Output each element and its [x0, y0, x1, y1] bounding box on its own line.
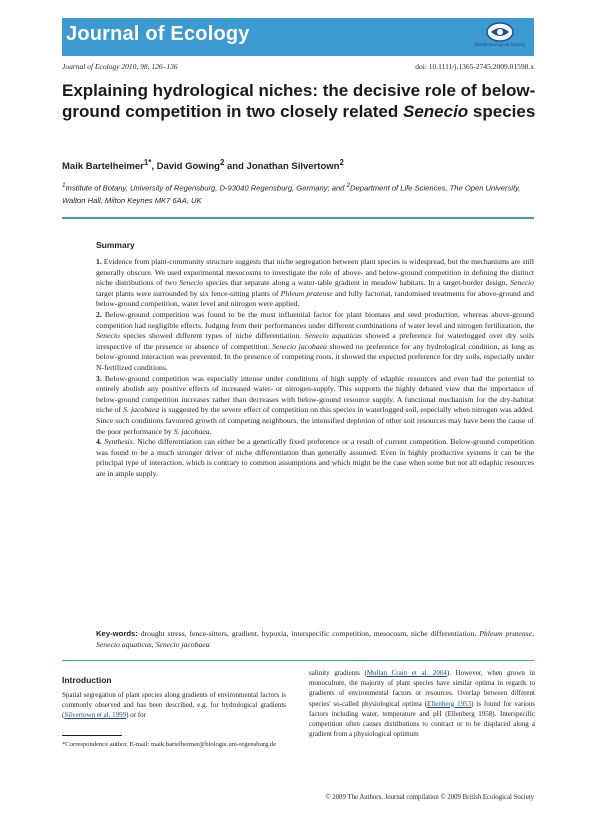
affil-sup: 1	[62, 182, 66, 189]
text: . Niche differentiation can either be a genetically fixed preference or a result of current competition. Below-ground competition was found to be a much stronger driver of niche differentiation than generally assumed. Even in highly productive systems it can be the principal type of interaction, which is contrary to common assumptions and which might be the case when some but not all edaphic resources are in ample supply.	[96, 437, 534, 478]
keyword-species: Senecio jacobaea	[155, 640, 210, 649]
doi[interactable]: doi: 10.1111/j.1365-2745.2009.01598.x	[415, 62, 534, 71]
keyword-species: Senecio aquaticus	[96, 640, 152, 649]
affil-text: Department of Life Sciences, The Open University, Walton Hall, Milton Keynes MK7 6AA, UK	[62, 183, 521, 205]
species-name: Senecio	[510, 278, 534, 288]
publisher-logo	[474, 22, 526, 52]
text: Evidence from plant-community structure suggests that niche segregation between plant species is widespread, but the mechanisms are still generally obscure. We used experimental mesocosms to investigate the role of above- and below-ground competition in defining the distinct niche distributions of two	[96, 257, 534, 288]
keywords-text: drought stress, fence-sitters, gradient, hypoxia, interspecific competition, mesocosm, niche differentiation,	[137, 629, 480, 638]
summary-paragraph	[96, 257, 534, 310]
author-sup: 2	[339, 158, 344, 167]
text: is suggested by the severe effect of competition on this species in waterlogged soil, especially when nitrogen was added. Since such conditions favoured growth of competing neighbours, the intensified depletion of other soil resources may have been the cause of the poor performance by	[96, 405, 534, 436]
publisher-logo-text: British Ecological Society	[474, 42, 526, 47]
text: ). However, when grown in monoculture, the majority of plant species have similar optima in regards to gradients of environmental factors or resources. Overlap between different species' so-called physiological optima (	[309, 669, 535, 708]
species-name: Senecio	[179, 278, 204, 288]
title-part2: species	[468, 102, 536, 121]
title-italic: Senecio	[402, 102, 469, 121]
keywords-separator: ,	[532, 629, 534, 638]
text: species showed different types of niche differentiation.	[119, 331, 305, 341]
author-sup: 2	[219, 158, 225, 167]
paragraph-number: 1.	[96, 257, 102, 266]
text: species that separate along a water-table gradient in meadow habitats. In a target-border design,	[203, 278, 511, 288]
introduction-right-column	[309, 668, 535, 739]
footnote-divider	[62, 735, 122, 736]
species-name: Phleum pratense	[280, 288, 333, 298]
paragraph-number: 4.	[96, 437, 102, 447]
summary-body	[96, 257, 534, 479]
bes-logo-icon	[474, 22, 526, 42]
introduction-heading: Introduction	[62, 675, 112, 685]
copyright-notice: © 2009 The Authors. Journal compilation © 2009 British Ecological Society	[325, 794, 534, 801]
summary-paragraph	[96, 374, 534, 438]
citation-link[interactable]: Silvertown et al. 1999	[64, 711, 127, 720]
journal-banner	[62, 18, 534, 56]
keyword-species: Phleum pratense	[479, 629, 533, 638]
text: and fully factorial, randomised treatments for above-ground and below-ground competition, water level and nitrogen were applied.	[96, 288, 534, 309]
article-title	[62, 80, 542, 122]
keywords-label: Key-words:	[96, 629, 138, 638]
paragraph-number: 2.	[96, 309, 102, 319]
species-name: S. jacobaea	[173, 426, 210, 436]
author-separator: ,	[151, 161, 157, 173]
affiliations	[62, 180, 540, 207]
title-part1: Explaining hydrological niches: the decisive role of below-ground competition in two closely related	[62, 81, 536, 121]
author-separator: and	[224, 161, 247, 173]
affil-text: Institute of Botany, University of Regensburg, D-93040 Regensburg, Germany; and	[65, 183, 347, 193]
text: ) or for	[126, 711, 146, 720]
species-name: S. jacobaea	[123, 405, 160, 415]
summary-heading: Summary	[96, 240, 135, 250]
text: .	[209, 426, 212, 436]
text: salinity gradients (	[309, 669, 367, 677]
author-name: Jonathan Silvertown	[246, 161, 340, 173]
text: Spatial segregation of plant species along gradients of environmental factors is commonly observed and has been described, e.g. for hydrological gradients (	[62, 691, 286, 720]
header-divider	[62, 217, 534, 219]
author-name: Maik Bartelheimer	[62, 161, 144, 173]
journal-name: Journal of Ecology	[66, 23, 250, 45]
species-name: Senecio jacobaea	[272, 341, 327, 351]
author-list	[62, 158, 344, 172]
text: target plants were surrounded by six fence-sitting plants of	[96, 288, 281, 298]
introduction-left-column	[62, 690, 286, 721]
synthesis-label: Synthesis	[104, 437, 133, 447]
text: showed a preference for waterlogged over dry soils irrespective of the presence or absence of competition.	[96, 331, 534, 351]
citation-link[interactable]: Ellenberg 1953	[427, 699, 472, 708]
species-name: Senecio	[96, 331, 120, 341]
text: showed no preference for any hydrological condition, as long as below-ground interaction was prevented. In the presence of competing roots, it showed the expected preference for dry soils, especially under N-fertilized conditions.	[96, 341, 534, 372]
citation: Journal of Ecology 2010, 98, 126–136	[62, 62, 178, 71]
text: ) is found for various factors including water, temperature and pH (Ellenberg 1958). Interspecific competition often causes distributions to contract or to be displaced along a gradient from a physiological optimum	[309, 699, 535, 739]
summary-paragraph	[96, 310, 534, 374]
author-sup: 1*	[143, 158, 152, 167]
keywords	[96, 628, 534, 650]
correspondence-footnote: *Correspondence author. E-mail: maik.bartelheimer@biologie.uni-regensburg.de	[62, 741, 277, 748]
text: Below-ground competition was especially intense under conditions of high supply of edaphic resources and even had the potential to entirely abolish any positive effects of increased water- or nitrogen-supply. This supports the highly debated view that the importance of below-ground competition increases rather than decreases with below-ground resource supply. A functional mechanism for the dry-habitat niche of	[96, 373, 534, 415]
species-name: Senecio aquaticus	[304, 331, 362, 341]
text: Below-ground competition was found to be the most influential factor for plant biomass and seed production, whereas above-ground competition had negligible effects. Judging from their performances under different combinations of water level and nitrogen fertilization, the	[96, 309, 534, 330]
keywords-separator: ,	[151, 640, 156, 649]
citation-link[interactable]: Mullan Crain et al. 2004	[366, 669, 447, 677]
affil-sup: 2	[346, 182, 351, 189]
author-name: David Gowing	[156, 161, 220, 173]
section-divider	[62, 660, 534, 661]
paragraph-number: 3.	[96, 373, 102, 383]
summary-paragraph	[96, 437, 534, 479]
